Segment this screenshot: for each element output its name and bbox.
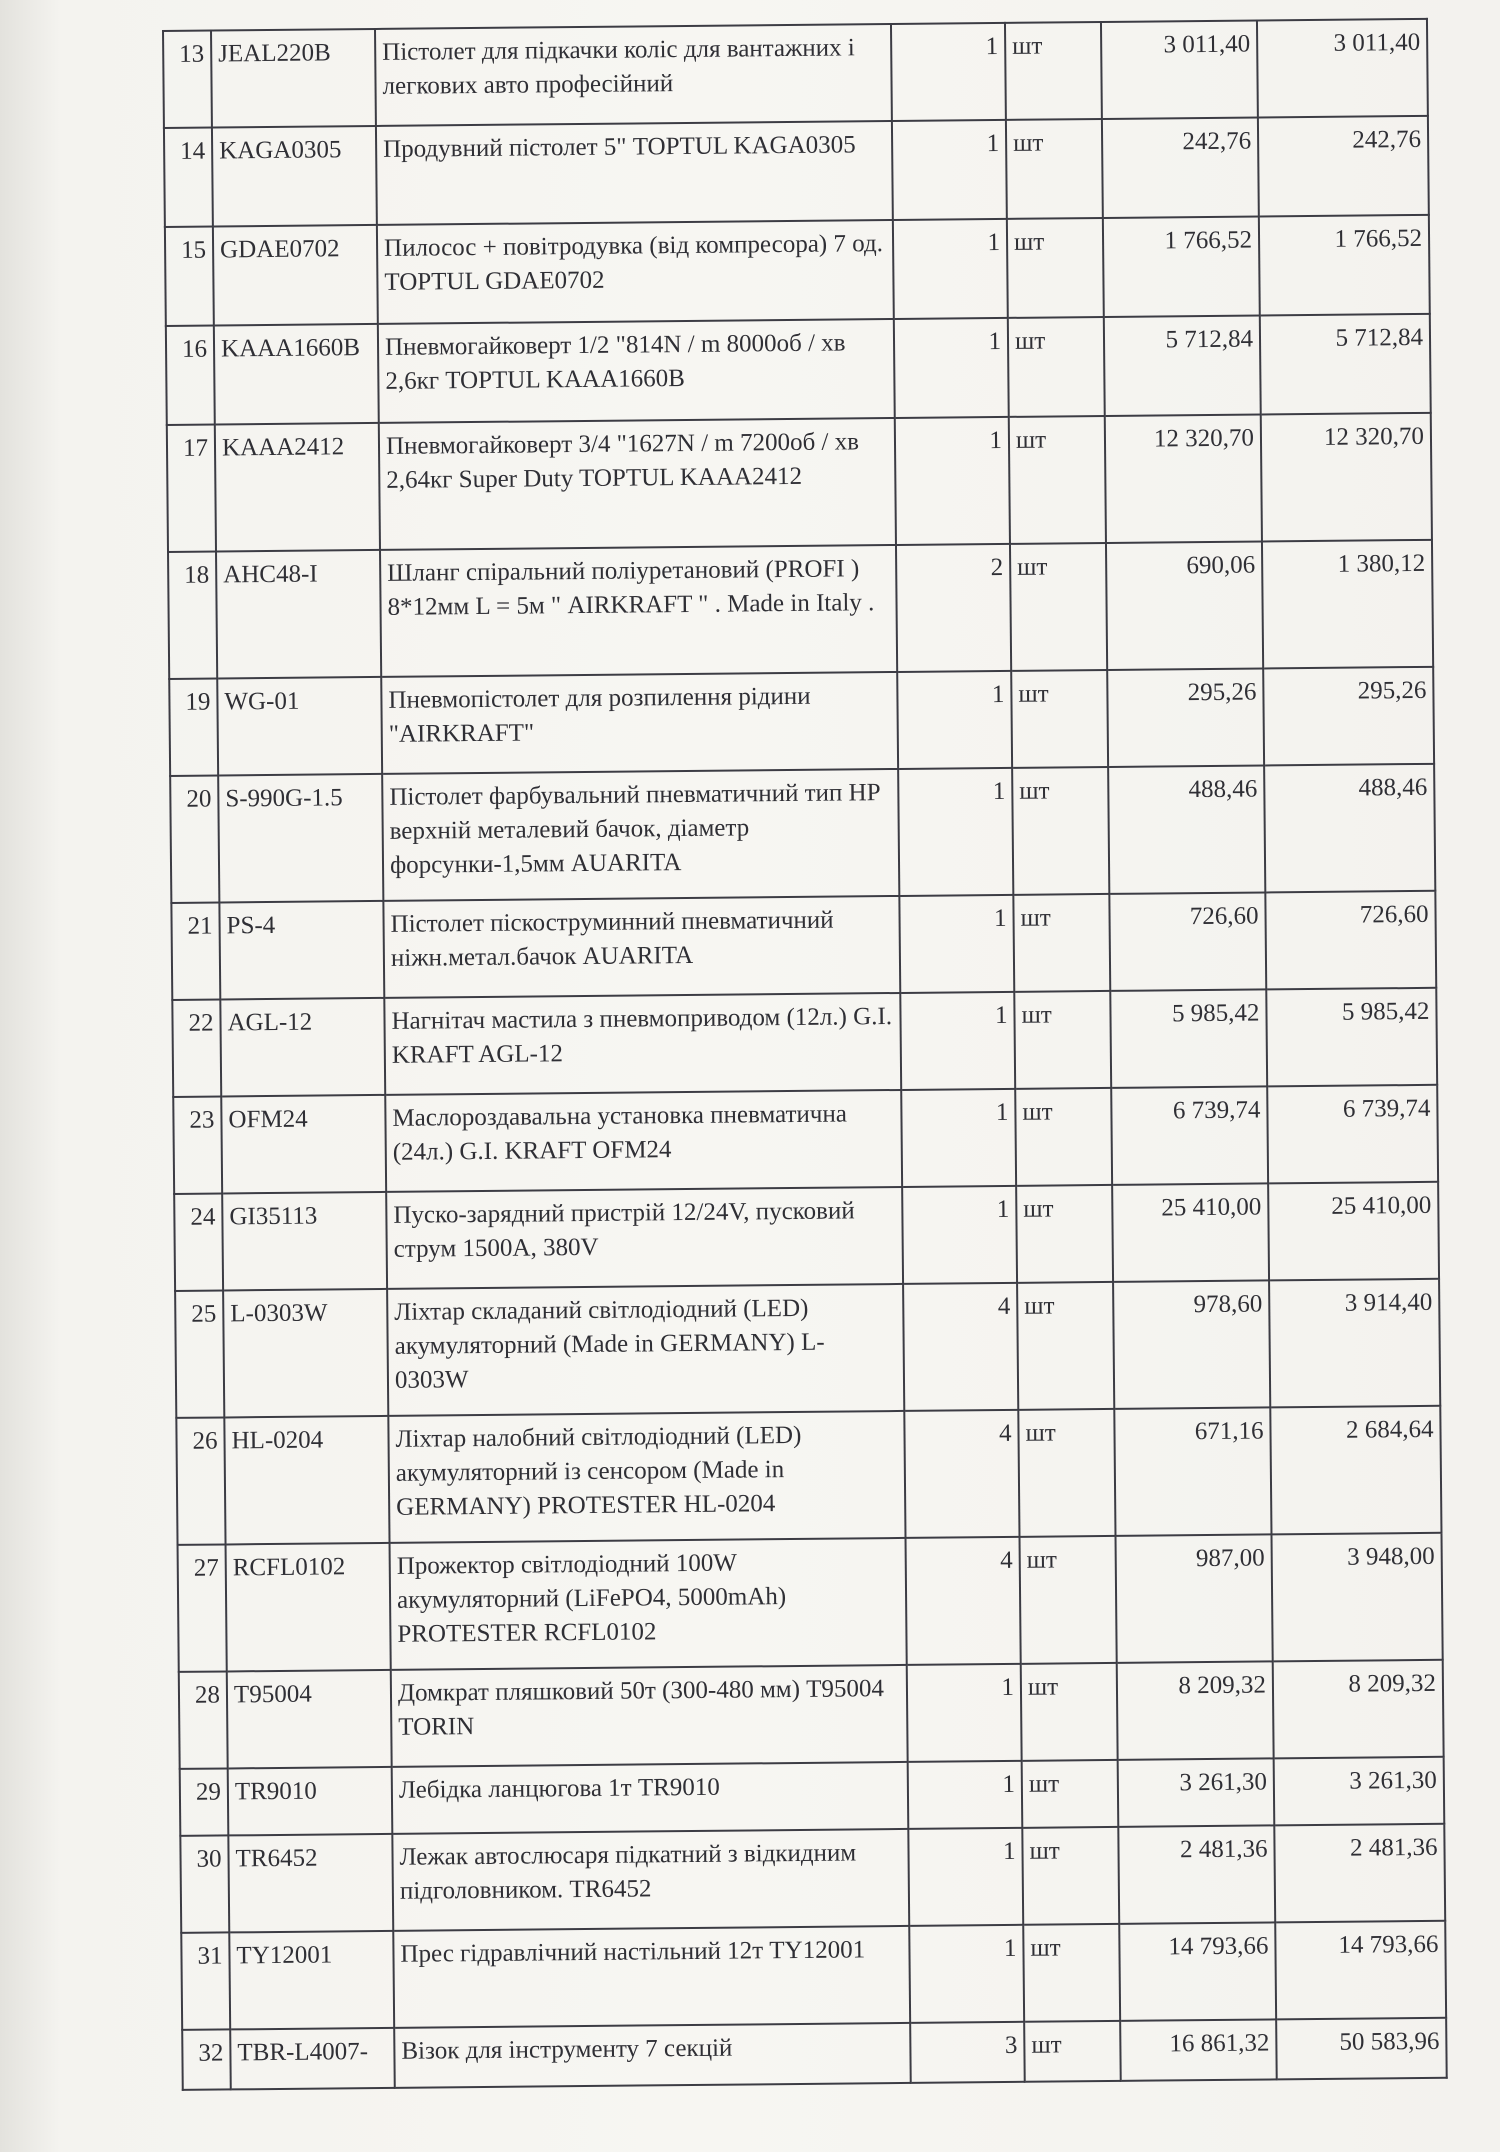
item-quantity: 1 <box>891 23 1006 121</box>
item-code: RCFL0102 <box>226 1543 391 1672</box>
table-row <box>166 314 1431 425</box>
item-sum: 726,60 <box>1265 891 1436 990</box>
table-row <box>180 1757 1445 1836</box>
table-row <box>165 215 1430 326</box>
item-quantity: 4 <box>906 1537 1021 1665</box>
item-sum: 3 261,30 <box>1274 1757 1445 1826</box>
item-sum: 5 712,84 <box>1260 314 1431 415</box>
item-quantity: 1 <box>902 1186 1017 1284</box>
item-price: 3 011,40 <box>1101 20 1258 118</box>
item-quantity: 1 <box>895 417 1010 545</box>
item-unit: шт <box>1007 218 1104 318</box>
item-unit: шт <box>1006 119 1103 219</box>
item-price: 295,26 <box>1107 668 1264 766</box>
item-price: 14 793,66 <box>1119 1922 1276 2020</box>
item-code: S-990G-1.5 <box>218 774 383 903</box>
item-name: Лебідка ланцюгова 1т TR9010 <box>392 1762 909 1834</box>
row-number: 31 <box>181 1932 230 2029</box>
item-sum: 242,76 <box>1258 116 1429 217</box>
table-row <box>178 1533 1443 1672</box>
item-sum: 5 985,42 <box>1266 988 1437 1087</box>
row-number: 15 <box>165 227 214 326</box>
item-sum: 1 380,12 <box>1262 540 1433 669</box>
row-number: 23 <box>173 1096 222 1193</box>
item-sum: 2 684,64 <box>1270 1406 1441 1535</box>
item-code: PS-4 <box>219 901 384 1000</box>
item-sum: 25 410,00 <box>1268 1182 1439 1281</box>
item-unit: шт <box>1011 670 1108 768</box>
item-sum: 50 583,96 <box>1276 2018 1447 2080</box>
item-name: Прес гідравлічний настільний 12т TY12001 <box>393 1926 910 2028</box>
row-number: 30 <box>180 1835 229 1932</box>
row-number: 19 <box>169 678 218 775</box>
item-price: 3 261,30 <box>1118 1758 1275 1826</box>
item-unit: шт <box>1009 416 1106 544</box>
row-number: 20 <box>170 775 219 902</box>
item-code: GDAE0702 <box>213 225 378 326</box>
table-row <box>174 1182 1439 1291</box>
item-price: 8 209,32 <box>1117 1661 1274 1759</box>
goods-table <box>162 18 1448 2091</box>
item-unit: шт <box>1014 991 1111 1089</box>
item-unit: шт <box>1020 1536 1117 1664</box>
row-number: 24 <box>174 1193 223 1290</box>
item-sum: 295,26 <box>1263 667 1434 766</box>
item-name: Маслороздавальна установка пневматична (24л.) G.I. KRAFT OFM24 <box>385 1090 902 1192</box>
item-quantity: 1 <box>909 1925 1024 2023</box>
item-sum: 14 793,66 <box>1275 1921 1446 2020</box>
item-name: Лежак автослюсаря підкатний з відкидним підголовником. TR6452 <box>392 1829 909 1931</box>
item-price: 5 985,42 <box>1110 989 1267 1087</box>
item-code: GI35113 <box>222 1192 387 1291</box>
item-name: Візок для інструменту 7 секцій <box>394 2023 911 2088</box>
item-name: Пістолет піскоструминний пневматичний ніжн.метал.бачок AUARITA <box>383 896 900 998</box>
item-code: JEAL220B <box>211 29 376 128</box>
item-unit: шт <box>1013 894 1110 992</box>
item-quantity: 4 <box>904 1410 1019 1538</box>
item-name: Пістолет фарбувальний пневматичний тип HP верхній металевий бачок, діаметр форсунки-1,5мм AUARITA <box>382 769 899 901</box>
item-sum: 2 481,36 <box>1274 1824 1445 1923</box>
item-unit: шт <box>1008 317 1105 417</box>
item-sum: 8 209,32 <box>1273 1660 1444 1759</box>
table-row <box>164 116 1429 227</box>
item-code: KAAA1660B <box>214 324 379 425</box>
goods-table-body <box>163 19 1447 2090</box>
item-price: 25 410,00 <box>1112 1183 1269 1281</box>
item-quantity: 4 <box>903 1283 1018 1411</box>
table-row <box>176 1406 1441 1545</box>
row-number: 32 <box>182 2029 231 2089</box>
item-name: Пневмогайковерт 1/2 "814N / m 8000об / хв 2,6кг TOPTUL KAAA1660B <box>378 319 895 423</box>
item-code: TY12001 <box>229 1931 394 2030</box>
row-number: 21 <box>171 902 220 999</box>
item-price: 671,16 <box>1114 1407 1271 1535</box>
item-quantity: 1 <box>908 1761 1023 1829</box>
table-row <box>168 540 1433 679</box>
item-name: Продувний пістолет 5" TOPTUL KAGA0305 <box>376 121 893 225</box>
item-name: Нагнітач мастила з пневмоприводом (12л.) G.I. KRAFT AGL-12 <box>384 993 901 1095</box>
item-quantity: 2 <box>896 544 1011 672</box>
row-number: 29 <box>180 1768 229 1835</box>
table-row <box>163 19 1428 128</box>
item-name: Пневмогайковерт 3/4 "1627N / m 7200об / хв 2,64кг Super Duty TOPTUL KAAA2412 <box>379 418 896 550</box>
item-code: KAGA0305 <box>212 126 377 227</box>
item-unit: шт <box>1018 1409 1115 1537</box>
item-code: AGL-12 <box>220 998 385 1097</box>
item-price: 5 712,84 <box>1104 315 1261 415</box>
item-quantity: 3 <box>910 2022 1025 2083</box>
table-row <box>172 988 1437 1097</box>
item-quantity: 1 <box>892 120 1007 220</box>
item-sum: 1 766,52 <box>1259 215 1430 316</box>
item-unit: шт <box>1021 1663 1118 1761</box>
item-quantity: 1 <box>899 895 1014 993</box>
item-price: 726,60 <box>1109 892 1266 990</box>
item-code: WG-01 <box>217 677 382 776</box>
item-price: 6 739,74 <box>1111 1086 1268 1184</box>
table-row <box>167 413 1432 552</box>
item-code: OFM24 <box>221 1095 386 1194</box>
item-sum: 12 320,70 <box>1261 413 1432 542</box>
table-row <box>171 891 1436 1000</box>
item-quantity: 1 <box>893 219 1008 319</box>
table-row <box>169 667 1434 776</box>
item-price: 242,76 <box>1102 117 1259 217</box>
item-name: Пістолет для підкачки коліс для вантажних і легкових авто професійний <box>375 24 892 126</box>
table-row <box>180 1824 1445 1933</box>
item-name: Пилосос + повітродувка (від компресора) 7 од. TOPTUL GDAE0702 <box>377 220 894 324</box>
item-code: TR6452 <box>228 1834 393 1933</box>
row-number: 22 <box>172 999 221 1096</box>
item-name: Ліхтар налобний світлодіодний (LED) акумуляторний із сенсором (Made in GERMANY) PROTESTER HL-0204 <box>388 1411 905 1543</box>
item-unit: шт <box>1024 2021 1121 2082</box>
item-unit: шт <box>1022 1760 1119 1828</box>
item-code: T95004 <box>227 1670 392 1769</box>
item-code: AHC48-I <box>216 550 381 679</box>
item-sum: 6 739,74 <box>1267 1085 1438 1184</box>
item-quantity: 1 <box>898 768 1013 896</box>
table-row <box>181 1921 1446 2030</box>
item-unit: шт <box>1016 1185 1113 1283</box>
item-price: 16 861,32 <box>1120 2019 1277 2080</box>
item-name: Домкрат пляшковий 50т (300-480 мм) T95004 TORIN <box>391 1665 908 1767</box>
item-quantity: 1 <box>907 1664 1022 1762</box>
item-sum: 3 948,00 <box>1271 1533 1442 1662</box>
row-number: 27 <box>178 1544 227 1671</box>
table-row <box>182 2018 1447 2090</box>
row-number: 14 <box>164 128 213 227</box>
item-quantity: 1 <box>894 318 1009 418</box>
item-code: KAAA2412 <box>215 423 380 552</box>
item-unit: шт <box>1012 767 1109 895</box>
table-row <box>175 1279 1440 1418</box>
item-name: Ліхтар складаний світлодіодний (LED) акумуляторний (Made in GERMANY) L-0303W <box>387 1284 904 1416</box>
item-name: Пневмопістолет для розпилення рідини "AIRKRAFT" <box>381 672 898 774</box>
item-price: 488,46 <box>1108 765 1265 893</box>
item-unit: шт <box>1017 1282 1114 1410</box>
item-sum: 488,46 <box>1264 764 1435 893</box>
table-row <box>179 1660 1444 1769</box>
item-unit: шт <box>1005 22 1102 120</box>
invoice-sheet <box>162 18 1446 2091</box>
row-number: 18 <box>168 552 217 679</box>
item-sum: 3 011,40 <box>1257 19 1428 118</box>
item-price: 1 766,52 <box>1103 216 1260 316</box>
item-unit: шт <box>1015 1088 1112 1186</box>
row-number: 16 <box>166 326 215 425</box>
item-unit: шт <box>1022 1827 1119 1925</box>
row-number: 25 <box>175 1290 224 1417</box>
table-row <box>170 764 1435 903</box>
item-code: L-0303W <box>223 1289 388 1418</box>
item-code: TR9010 <box>228 1767 393 1836</box>
item-code: HL-0204 <box>224 1416 389 1545</box>
item-price: 978,60 <box>1113 1280 1270 1408</box>
row-number: 13 <box>163 31 212 128</box>
item-quantity: 1 <box>901 1089 1016 1187</box>
item-unit: шт <box>1010 543 1107 671</box>
item-price: 690,06 <box>1106 541 1263 669</box>
item-name: Шланг спіральний поліуретановий (PROFI ) 8*12мм L = 5м " AIRKRAFT " . Made in Italy . <box>380 545 897 677</box>
row-number: 28 <box>179 1671 228 1768</box>
item-quantity: 1 <box>908 1828 1023 1926</box>
item-sum: 3 914,40 <box>1269 1279 1440 1408</box>
row-number: 17 <box>167 425 216 552</box>
row-number: 26 <box>176 1417 225 1544</box>
item-quantity: 1 <box>897 671 1012 769</box>
item-code: TBR-L4007- <box>230 2028 395 2090</box>
item-quantity: 1 <box>900 992 1015 1090</box>
item-price: 12 320,70 <box>1105 414 1262 542</box>
item-price: 987,00 <box>1115 1534 1272 1662</box>
item-price: 2 481,36 <box>1118 1825 1275 1923</box>
item-name: Пуско-зарядний пристрій 12/24V, пусковий струм 1500А, 380V <box>386 1187 903 1289</box>
item-name: Прожектор світлодіодний 100W акумуляторний (LiFePO4, 5000mAh) PROTESTER RCFL0102 <box>390 1538 907 1670</box>
table-row <box>173 1085 1438 1194</box>
item-unit: шт <box>1023 1924 1120 2022</box>
